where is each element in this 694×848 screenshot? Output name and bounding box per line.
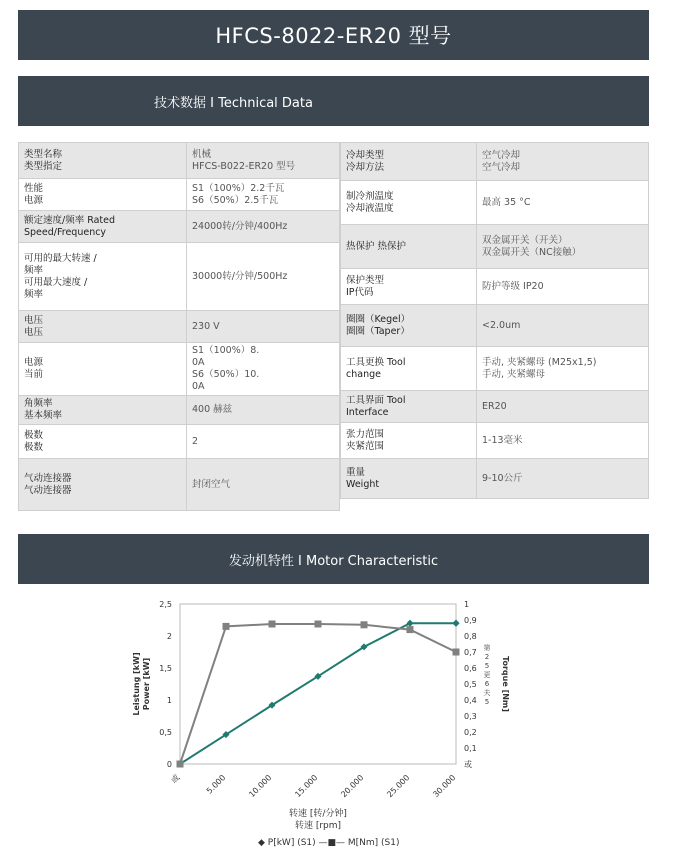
right-spec-row — [341, 391, 649, 423]
y-left-axis-label: Leistung [kW] — [132, 652, 141, 716]
y-right-tick-label: 0,2 — [464, 728, 477, 737]
left-spec-label: 电压 电压 — [19, 311, 187, 343]
right-spec-label: 冷却类型 冷却方法 — [341, 143, 477, 181]
left-spec-value: 2 — [187, 425, 340, 459]
left-spec-row — [19, 311, 340, 343]
y-right-tick-label: 0,5 — [464, 680, 477, 689]
left-spec-value: S1（100%）8. 0A S6（50%）10. 0A — [187, 343, 340, 396]
left-spec-value: 230 V — [187, 311, 340, 343]
x-tick-label: 15.000 — [293, 773, 320, 800]
motor-characteristic-header — [18, 534, 649, 584]
torque-point — [361, 621, 368, 628]
y-right-axis-label-extra: 5 — [484, 698, 490, 706]
y-right-axis-label-extra: 2 — [484, 653, 490, 661]
page-title-text: HFCS-8022-ER20 型号 — [215, 24, 452, 48]
right-spec-value: <2.0um — [477, 305, 649, 347]
left-spec-label: 极数 极数 — [19, 425, 187, 459]
right-spec-label: 工具界面 Tool Interface — [341, 391, 477, 423]
right-spec-row — [341, 225, 649, 269]
y-right-axis-label-extra: 5 — [484, 662, 490, 670]
right-spec-row — [341, 143, 649, 181]
y-right-axis-label-extra: 第 — [483, 644, 491, 652]
series-line-power — [180, 623, 456, 764]
left-spec-label: 气动连接器 气动连接器 — [19, 459, 187, 511]
technical-data-header — [18, 76, 649, 126]
spec-table-right — [340, 142, 649, 499]
left-spec-value: 400 赫兹 — [187, 396, 340, 425]
left-spec-value: S1（100%）2.2千瓦 S6（50%）2.5千瓦 — [187, 179, 340, 211]
left-spec-value: 机械 HFCS-B022-ER20 型号 — [187, 143, 340, 179]
torque-point — [177, 761, 184, 768]
right-spec-row — [341, 423, 649, 459]
right-spec-label: 重量 Weight — [341, 459, 477, 499]
torque-point — [269, 621, 276, 628]
y-left-axis-label: Power [kW] — [142, 657, 151, 711]
y-right-tick-label: 0,3 — [464, 712, 477, 721]
chart-legend: ◆ P[kW] (S1) —■— M[Nm] (S1) — [258, 838, 400, 848]
right-spec-value: 1-13毫米 — [477, 423, 649, 459]
right-spec-label: 热保护 热保护 — [341, 225, 477, 269]
right-spec-row — [341, 347, 649, 391]
series-line-torque — [180, 624, 456, 764]
left-spec-row — [19, 211, 340, 243]
right-spec-label: 圈圈（Kegel） 圈圈（Taper） — [341, 305, 477, 347]
left-spec-label: 可用的最大转速 / 频率 可用最大速度 / 频率 — [19, 243, 187, 311]
right-spec-row — [341, 459, 649, 499]
x-tick-label: 10.000 — [247, 773, 274, 800]
left-spec-label: 类型名称 类型指定 — [19, 143, 187, 179]
y-left-tick-label: 2,5 — [159, 600, 172, 609]
right-spec-row — [341, 269, 649, 305]
y-right-tick-label: 0,4 — [464, 696, 477, 705]
left-spec-label: 性能 电源 — [19, 179, 187, 211]
left-spec-row — [19, 343, 340, 396]
y-right-tick-label: 0,9 — [464, 616, 477, 625]
left-spec-row — [19, 143, 340, 179]
left-spec-label: 额定速度/频率 Rated Speed/Frequency — [19, 211, 187, 243]
right-spec-value: 手动, 夹紧螺母 (M25x1,5) 手动, 夹紧螺母 — [477, 347, 649, 391]
motor-characteristic-chart — [0, 588, 694, 847]
y-left-tick-label: 0 — [166, 760, 172, 769]
left-spec-row — [19, 243, 340, 311]
torque-point — [223, 623, 230, 630]
power-point — [452, 620, 459, 627]
x-axis-label: 转速 [rpm] — [294, 821, 342, 831]
page-title — [18, 10, 649, 60]
plot-frame — [180, 604, 456, 764]
y-right-axis-label-extra: 更 — [483, 671, 491, 679]
spec-table-left — [18, 142, 340, 511]
right-spec-label: 制冷剂温度 冷却液温度 — [341, 181, 477, 225]
y-right-tick-label: 0,8 — [464, 632, 477, 641]
right-spec-label: 张力范围 夹紧范围 — [341, 423, 477, 459]
left-spec-value: 24000转/分钟/400Hz — [187, 211, 340, 243]
right-spec-value: ER20 — [477, 391, 649, 423]
torque-point — [315, 621, 322, 628]
right-spec-value: 9-10公斤 — [477, 459, 649, 499]
x-tick-label: 25.000 — [385, 773, 412, 800]
y-left-tick-label: 2 — [166, 632, 172, 641]
x-tick-label: 20.000 — [339, 773, 366, 800]
left-spec-row — [19, 425, 340, 459]
right-spec-label: 工具更换 Tool change — [341, 347, 477, 391]
y-right-tick-label: 0,1 — [464, 744, 477, 753]
x-tick-label: 或 — [169, 773, 182, 786]
x-tick-label: 5.000 — [204, 773, 228, 796]
torque-point — [407, 626, 414, 633]
left-spec-row — [19, 396, 340, 425]
right-spec-row — [341, 181, 649, 225]
left-spec-label: 角频率 基本频率 — [19, 396, 187, 425]
left-spec-row — [19, 459, 340, 511]
x-axis-label: 转速 [转/分钟] — [289, 809, 347, 819]
y-right-tick-label: 或 — [464, 760, 472, 769]
left-spec-label: 电源 当前 — [19, 343, 187, 396]
left-spec-value: 30000转/分钟/500Hz — [187, 243, 340, 311]
y-right-axis-label-extra: 6 — [484, 680, 490, 688]
right-spec-value: 防护等级 IP20 — [477, 269, 649, 305]
left-spec-row — [19, 179, 340, 211]
y-left-tick-label: 1,5 — [159, 664, 172, 673]
technical-data-title: 技术数据 I Technical Data — [154, 95, 313, 111]
right-spec-value: 双金属开关（开关） 双金属开关（NC接触） — [477, 225, 649, 269]
y-right-tick-label: 1 — [464, 600, 470, 609]
y-right-axis-label: Torque [Nm] — [501, 656, 510, 712]
y-left-tick-label: 1 — [166, 696, 172, 705]
right-spec-value: 最高 35 °C — [477, 181, 649, 225]
motor-characteristic-title: 发动机特性 I Motor Characteristic — [228, 553, 439, 569]
right-spec-value: 空气冷却 空气冷却 — [477, 143, 649, 181]
y-right-tick-label: 0,7 — [464, 648, 477, 657]
right-spec-row — [341, 305, 649, 347]
y-right-tick-label: 0,6 — [464, 664, 477, 673]
power-point — [406, 620, 413, 627]
x-tick-label: 30.000 — [431, 773, 458, 800]
y-right-axis-label-extra: 夫 — [483, 689, 491, 697]
right-spec-label: 保护类型 IP代码 — [341, 269, 477, 305]
torque-point — [453, 649, 460, 656]
left-spec-value: 封闭空气 — [187, 459, 340, 511]
y-left-tick-label: 0,5 — [159, 728, 172, 737]
